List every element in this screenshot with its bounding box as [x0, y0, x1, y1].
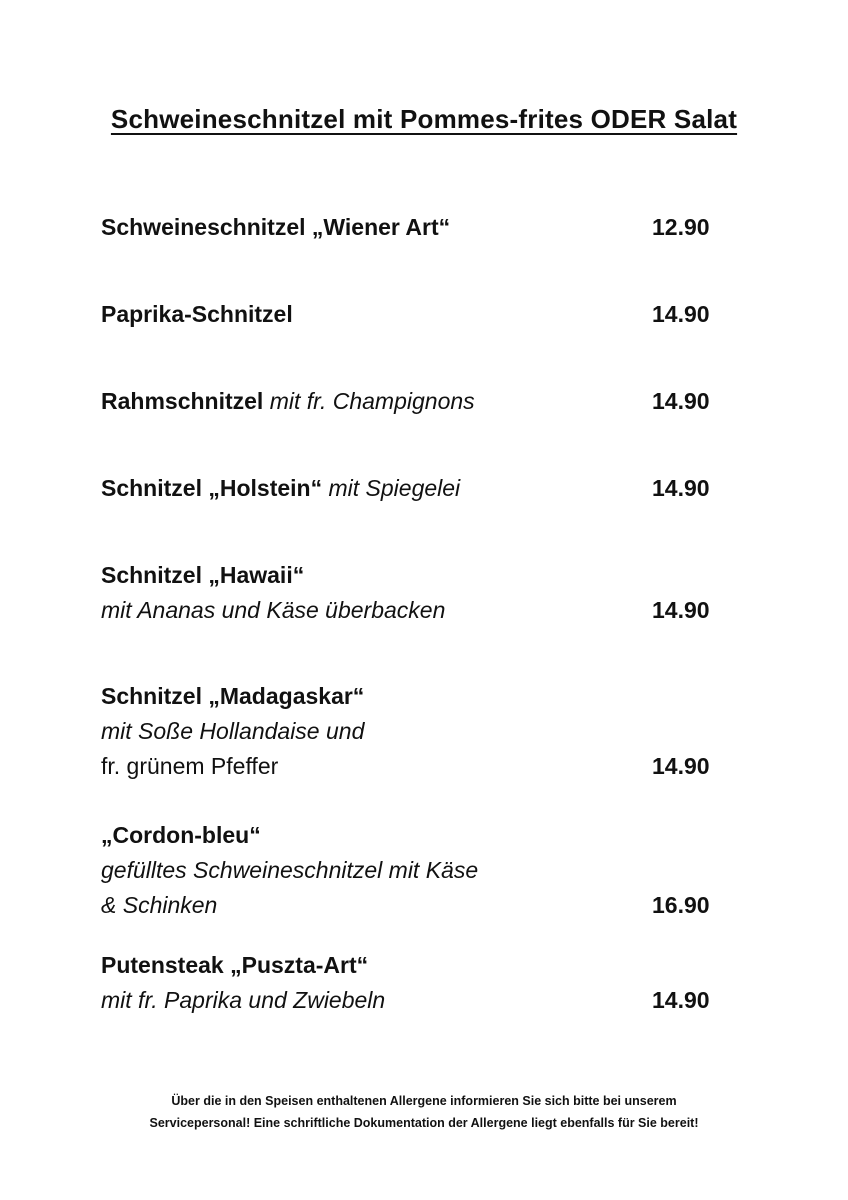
menu-item-price: 14.90 — [652, 388, 710, 414]
menu-item-price: 14.90 — [652, 987, 710, 1013]
menu-title: Schweineschnitzel mit Pommes-frites ODER Salat — [110, 104, 738, 134]
menu-item-wiener-art — [101, 210, 721, 245]
menu-item-description: & Schinken — [101, 892, 218, 918]
menu-item-price: 14.90 — [652, 301, 710, 327]
menu-item-description: mit Spiegelei — [328, 475, 461, 501]
menu-item-description: mit Soße Hollandaise und — [101, 718, 365, 744]
menu-item-line — [101, 297, 721, 332]
menu-item-description: mit Ananas und Käse überbacken — [101, 597, 446, 623]
menu-item-paprika-schnitzel — [101, 297, 721, 332]
allergen-notice-line: Servicepersonal! Eine schriftliche Dokumentation der Allergene liegt ebenfalls für Sie bereit! — [149, 1116, 699, 1130]
menu-item-name: „Cordon-bleu“ — [101, 822, 261, 848]
menu-item-puszta-art — [101, 948, 721, 1018]
menu-item-price: 16.90 — [652, 892, 710, 918]
menu-item-description: mit fr. Paprika und Zwiebeln — [101, 987, 386, 1013]
allergen-notice — [0, 1090, 848, 1134]
menu-item-name: Putensteak „Puszta-Art“ — [101, 952, 369, 978]
allergen-notice-line: Über die in den Speisen enthaltenen Allergene informieren Sie sich bitte bei unserem — [171, 1094, 677, 1108]
menu-item-name: Schweineschnitzel „Wiener Art“ — [101, 214, 451, 240]
menu-item-price: 14.90 — [652, 753, 710, 779]
menu-item-name: Schnitzel „Holstein“ — [101, 475, 323, 501]
menu-item-holstein — [101, 471, 721, 506]
menu-item-price: 14.90 — [652, 475, 710, 501]
menu-item-madagaskar — [101, 679, 721, 784]
menu-item-description: gefülltes Schweineschnitzel mit Käse — [101, 857, 479, 883]
menu-item-line — [101, 471, 721, 506]
menu-item-description: fr. grünem Pfeffer — [101, 753, 279, 779]
menu-item-price: 14.90 — [652, 597, 710, 623]
menu-item-name: Rahmschnitzel — [101, 388, 264, 414]
menu-item-name: Schnitzel „Hawaii“ — [101, 562, 305, 588]
menu-item-rahmschnitzel — [101, 384, 721, 419]
menu-item-description: mit fr. Champignons — [269, 388, 475, 414]
menu-item-name: Paprika-Schnitzel — [101, 301, 293, 327]
menu-item-line — [101, 384, 721, 419]
menu-item-hawaii — [101, 558, 721, 628]
menu-item-price: 12.90 — [652, 214, 710, 240]
menu-item-cordon-bleu — [101, 818, 721, 923]
menu-item-line — [101, 210, 721, 245]
menu-item-name: Schnitzel „Madagaskar“ — [101, 683, 365, 709]
